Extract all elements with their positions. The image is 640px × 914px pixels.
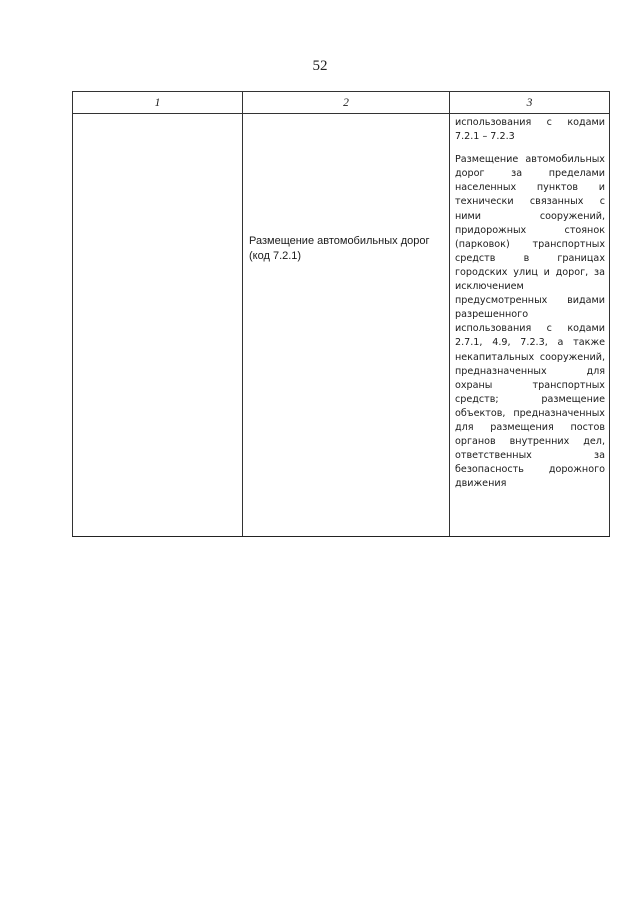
cell-col-1 xyxy=(73,114,243,537)
description-continuation: использования с кодами 7.2.1 – 7.2.3 xyxy=(455,117,605,143)
column-header-1: 1 xyxy=(73,92,243,114)
cell-col-2 xyxy=(243,114,450,537)
page-number: 52 xyxy=(312,58,328,74)
column-header-3: 3 xyxy=(450,92,610,114)
table-header-row xyxy=(73,92,610,114)
land-use-type-name: Размещение автомобильных дорог (код 7.2.1) xyxy=(249,235,430,262)
table-row xyxy=(73,114,610,537)
land-use-description: Размещение автомобильных дорог за пределами населенных пунктов и технически связанных с ними сооружений, придорожных стоянок (парковок) транспортных средств в границах городских улиц и дорог, за исключением предусмотренных видами разрешенного использования с кодами 2.7.1, 4.9, 7.2.3, а также некапитальных сооружений, предназначенных для охраны транспортных средств; размещение объектов, предназначенных для размещения постов органов внутренних дел, ответственных за безопасность дорожного движения xyxy=(455,154,605,490)
column-header-2: 2 xyxy=(243,92,450,114)
cell-col-3 xyxy=(450,114,610,537)
land-use-table xyxy=(72,91,610,537)
